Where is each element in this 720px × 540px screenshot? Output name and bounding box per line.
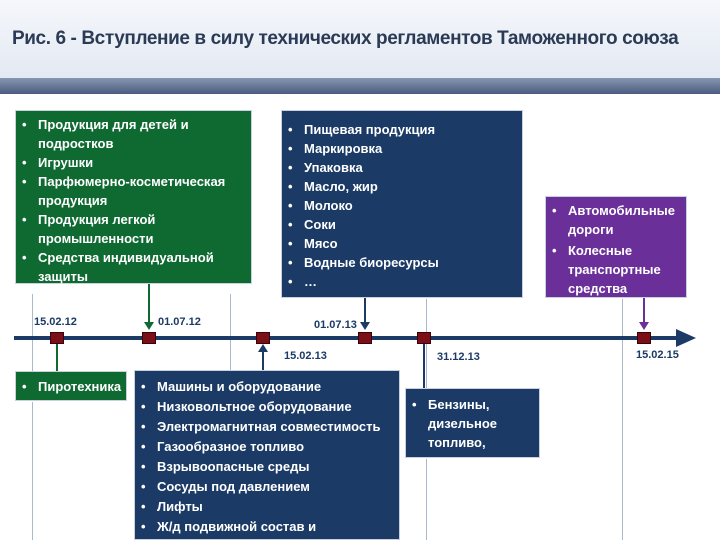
box-pyrotechnics xyxy=(15,371,127,401)
box-food-products xyxy=(281,110,523,298)
timeline-marker xyxy=(358,332,372,344)
timeline-marker xyxy=(142,332,156,344)
box-item-list xyxy=(16,377,122,396)
box-item: • Сосуды под давлением xyxy=(135,477,395,497)
box-fuels xyxy=(405,388,540,469)
box-item: • Электромагнитная совместимость xyxy=(135,417,395,437)
connector-arrow-icon xyxy=(639,322,649,330)
box-item-list xyxy=(16,115,245,286)
box-item: • Парфюмерно-косметическая продукция xyxy=(16,172,245,210)
connector-arrow-icon xyxy=(258,344,268,352)
box-item: • Низковольтное оборудование xyxy=(135,397,395,417)
box-item-list xyxy=(406,395,535,471)
timeline-axis xyxy=(14,336,686,340)
box-item: • Маркировка xyxy=(282,139,516,158)
timeline-marker xyxy=(417,332,431,344)
timeline-date-label: 15.02.13 xyxy=(284,350,327,362)
timeline-arrow-icon xyxy=(676,329,696,347)
connector-arrow-icon xyxy=(360,322,370,330)
box-item: • … xyxy=(282,272,516,291)
connector-line xyxy=(56,344,58,371)
box-item: • Бензины, дизельное топливо, мазуты xyxy=(406,395,535,471)
box-item: • Игрушки xyxy=(16,153,245,172)
box-machinery xyxy=(134,370,400,540)
box-item: • Газообразное топливо xyxy=(135,437,395,457)
connector-line xyxy=(364,298,366,322)
box-item-list xyxy=(135,377,395,537)
timeline-date-label: 15.02.15 xyxy=(636,349,679,361)
slide-header xyxy=(0,0,720,78)
box-item: • Продукция легкой промышленности xyxy=(16,210,245,248)
box-item: • Средства индивидуальной защиты xyxy=(16,248,245,286)
box-item: • Ж/д подвижной состав и xyxy=(135,517,395,537)
box-item: • Упаковка xyxy=(282,158,516,177)
box-item-list xyxy=(546,201,682,298)
box-item: • Машины и оборудование xyxy=(135,377,395,397)
box-item: • Соки xyxy=(282,215,516,234)
box-item: • Пищевая продукция xyxy=(282,120,516,139)
connector-line xyxy=(148,284,150,322)
guide-line xyxy=(32,294,33,540)
timeline-date-label: 15.02.12 xyxy=(34,316,77,328)
timeline-date-label: 01.07.13 xyxy=(314,319,357,331)
box-item-list xyxy=(282,120,516,291)
slide-title: Рис. 6 - Вступление в силу технических регламентов Таможенного союза xyxy=(12,28,679,49)
header-divider-bar xyxy=(0,78,720,94)
box-item: • Лифты xyxy=(135,497,395,517)
box-item: • Взрывоопасные среды xyxy=(135,457,395,477)
connector-line xyxy=(423,344,425,388)
box-item: • Мясо xyxy=(282,234,516,253)
guide-line xyxy=(622,294,623,540)
timeline-marker xyxy=(50,332,64,344)
box-item: • Масло, жир xyxy=(282,177,516,196)
box-item: • Молоко xyxy=(282,196,516,215)
timeline-date-label: 01.07.12 xyxy=(158,316,201,328)
connector-line xyxy=(643,298,645,322)
box-item: • Продукция для детей и подростков xyxy=(16,115,245,153)
timeline-date-label: 31.12.13 xyxy=(437,351,480,363)
timeline-marker xyxy=(637,332,651,344)
connector-arrow-icon xyxy=(144,322,154,330)
box-roads-vehicles xyxy=(545,196,687,298)
connector-line xyxy=(262,352,264,370)
box-children-products xyxy=(15,110,252,284)
box-item: • Колесные транспортные средства xyxy=(546,241,682,298)
box-item: • Пиротехника xyxy=(16,377,122,396)
timeline-marker xyxy=(256,332,270,344)
box-item: • Водные биоресурсы xyxy=(282,253,516,272)
box-item: • Автомобильные дороги xyxy=(546,201,682,239)
